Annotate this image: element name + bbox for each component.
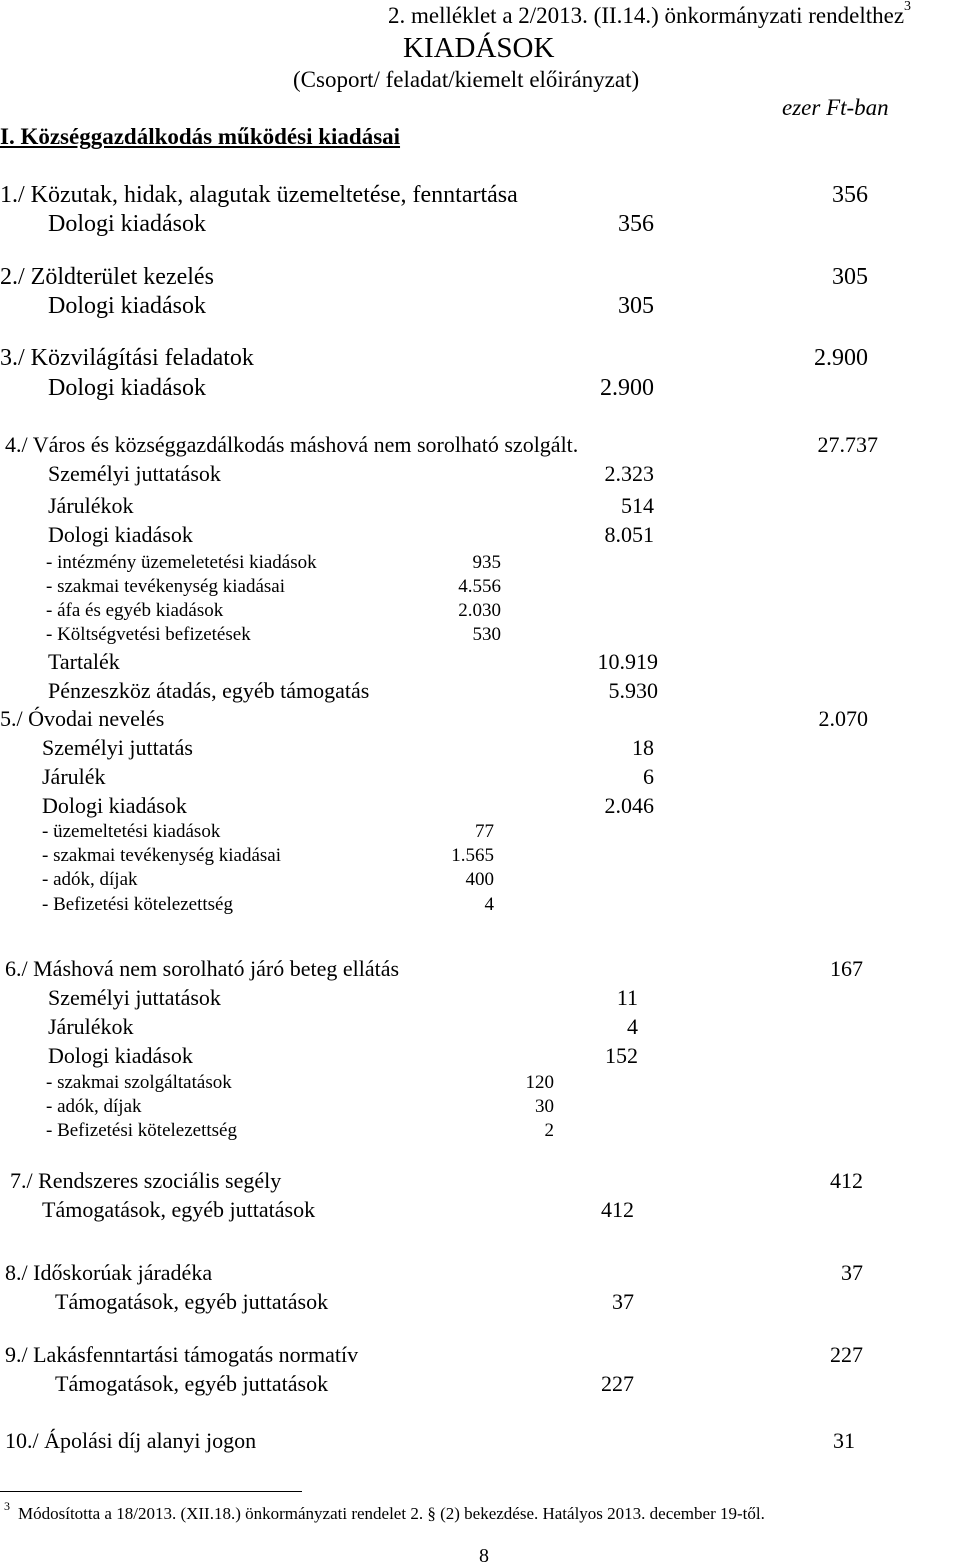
- item-8-total: 37: [841, 1260, 863, 1285]
- item-4-subline-value: 530: [472, 624, 501, 645]
- item-4-subline-label: - Költségvetési befizetések: [46, 624, 251, 645]
- item-6-total: 167: [830, 956, 863, 981]
- item-9-total: 227: [830, 1342, 863, 1367]
- item-3-label: 3./ Közvilágítási feladatok: [0, 345, 254, 371]
- item-2-line-label: Dologi kiadások: [48, 293, 206, 319]
- item-4-line-value: 5.930: [608, 678, 658, 703]
- page-title: KIADÁSOK: [403, 32, 555, 64]
- item-5-line-label: Személyi juttatás: [42, 735, 193, 760]
- item-4-subline-label: - intézmény üzemeletetési kiadások: [46, 552, 317, 573]
- section-title: I. Községgazdálkodás működési kiadásai: [0, 124, 401, 149]
- item-7-total: 412: [830, 1168, 863, 1193]
- item-7-line-value: 412: [601, 1197, 634, 1222]
- page-number: 8: [479, 1545, 489, 1567]
- item-5-line-value: 6: [643, 764, 654, 789]
- item-5-subline-label: - szakmai tevékenység kiadásai: [42, 845, 281, 866]
- item-4-total: 27.737: [817, 432, 878, 457]
- item-2-line-value: 305: [618, 293, 654, 319]
- item-4-label: 4./ Város és községgazdálkodás máshová nem sorolható szolgált.: [5, 432, 579, 457]
- item-4-subline-value: 4.556: [458, 576, 501, 597]
- item-10-label: 10./ Ápolási díj alanyi jogon: [5, 1428, 257, 1453]
- item-6-line-value: 152: [605, 1043, 638, 1068]
- item-4-line-label: Járulékok: [48, 493, 134, 518]
- item-10-total: 31: [833, 1428, 855, 1453]
- footnote-text: Módosította a 18/2013. (XII.18.) önkormányzati rendelet 2. § (2) bekezdése. Hatályos 2013. december 19-től.: [18, 1504, 765, 1523]
- item-7-line-label: Támogatások, egyéb juttatások: [42, 1197, 316, 1222]
- item-6-label: 6./ Máshová nem sorolható járó beteg ellátás: [5, 956, 400, 981]
- item-5-subline-value: 400: [465, 869, 494, 890]
- item-9-label: 9./ Lakásfenntartási támogatás normatív: [5, 1342, 359, 1367]
- item-4-line-value: 2.323: [604, 461, 654, 486]
- item-1-line-label: Dologi kiadások: [48, 211, 206, 237]
- item-8-line-value: 37: [612, 1289, 634, 1314]
- item-6-subline-label: - Befizetési kötelezettség: [46, 1120, 237, 1141]
- item-4-subline-value: 2.030: [458, 600, 501, 621]
- item-5-subline-value: 1.565: [451, 845, 494, 866]
- item-6-line-value: 4: [627, 1014, 638, 1039]
- item-5-subline-label: - üzemeltetési kiadások: [42, 821, 221, 842]
- item-4-line-value: 8.051: [604, 522, 654, 547]
- item-5-line-value: 2.046: [604, 793, 654, 818]
- item-5-subline-value: 77: [475, 821, 494, 842]
- item-2-label: 2./ Zöldterület kezelés: [0, 264, 214, 290]
- item-4-subline-value: 935: [472, 552, 501, 573]
- item-1-total: 356: [832, 182, 868, 208]
- item-5-line-value: 18: [632, 735, 654, 760]
- item-5-total: 2.070: [818, 706, 868, 731]
- item-5-line-label: Dologi kiadások: [42, 793, 187, 818]
- item-7-label: 7./ Rendszeres szociális segély: [10, 1168, 282, 1193]
- item-2-total: 305: [832, 264, 868, 290]
- item-1-label: 1./ Közutak, hidak, alagutak üzemeltetése, fenntartása: [0, 182, 518, 208]
- page-subtitle: (Csoport/ feladat/kiemelt előirányzat): [293, 67, 640, 92]
- item-1-line-value: 356: [618, 211, 654, 237]
- item-5-line-label: Járulék: [42, 764, 106, 789]
- item-6-subline-value: 30: [535, 1096, 554, 1117]
- item-5-label: 5./ Óvodai nevelés: [0, 706, 165, 731]
- item-5-subline-value: 4: [484, 894, 494, 915]
- item-9-line-value: 227: [601, 1371, 634, 1396]
- item-6-subline-label: - adók, díjak: [46, 1096, 142, 1117]
- footnote-mark: 3: [4, 1499, 10, 1513]
- item-4-line-label: Pénzeszköz átadás, egyéb támogatás: [48, 678, 370, 703]
- item-4-line-label: Tartalék: [48, 649, 120, 674]
- item-5-subline-label: - adók, díjak: [42, 869, 138, 890]
- unit-label: ezer Ft-ban: [782, 95, 889, 120]
- item-4-line-value: 514: [621, 493, 654, 518]
- item-6-line-value: 11: [616, 985, 638, 1010]
- item-3-line-label: Dologi kiadások: [48, 375, 206, 401]
- item-6-subline-value: 2: [544, 1120, 554, 1141]
- item-6-subline-label: - szakmai szolgáltatások: [46, 1072, 232, 1093]
- item-5-subline-label: - Befizetési kötelezettség: [42, 894, 233, 915]
- annex-reference: 2. melléklet a 2/2013. (II.14.) önkormányzati rendelthez$^3$: [388, 0, 912, 28]
- item-4-subline-label: - áfa és egyéb kiadások: [46, 600, 224, 621]
- item-3-total: 2.900: [814, 345, 868, 371]
- item-8-label: 8./ Időskorúak járadéka: [5, 1260, 213, 1285]
- item-6-line-label: Személyi juttatások: [48, 985, 221, 1010]
- footnote-separator: [0, 1491, 302, 1492]
- item-8-line-label: Támogatások, egyéb juttatások: [55, 1289, 329, 1314]
- item-9-line-label: Támogatások, egyéb juttatások: [55, 1371, 329, 1396]
- item-6-line-label: Dologi kiadások: [48, 1043, 193, 1068]
- item-4-subline-label: - szakmai tevékenység kiadásai: [46, 576, 285, 597]
- item-4-line-value: 10.919: [597, 649, 658, 674]
- item-6-line-label: Járulékok: [48, 1014, 134, 1039]
- item-4-line-label: Dologi kiadások: [48, 522, 193, 547]
- item-4-line-label: Személyi juttatások: [48, 461, 221, 486]
- item-6-subline-value: 120: [525, 1072, 554, 1093]
- item-3-line-value: 2.900: [600, 375, 654, 401]
